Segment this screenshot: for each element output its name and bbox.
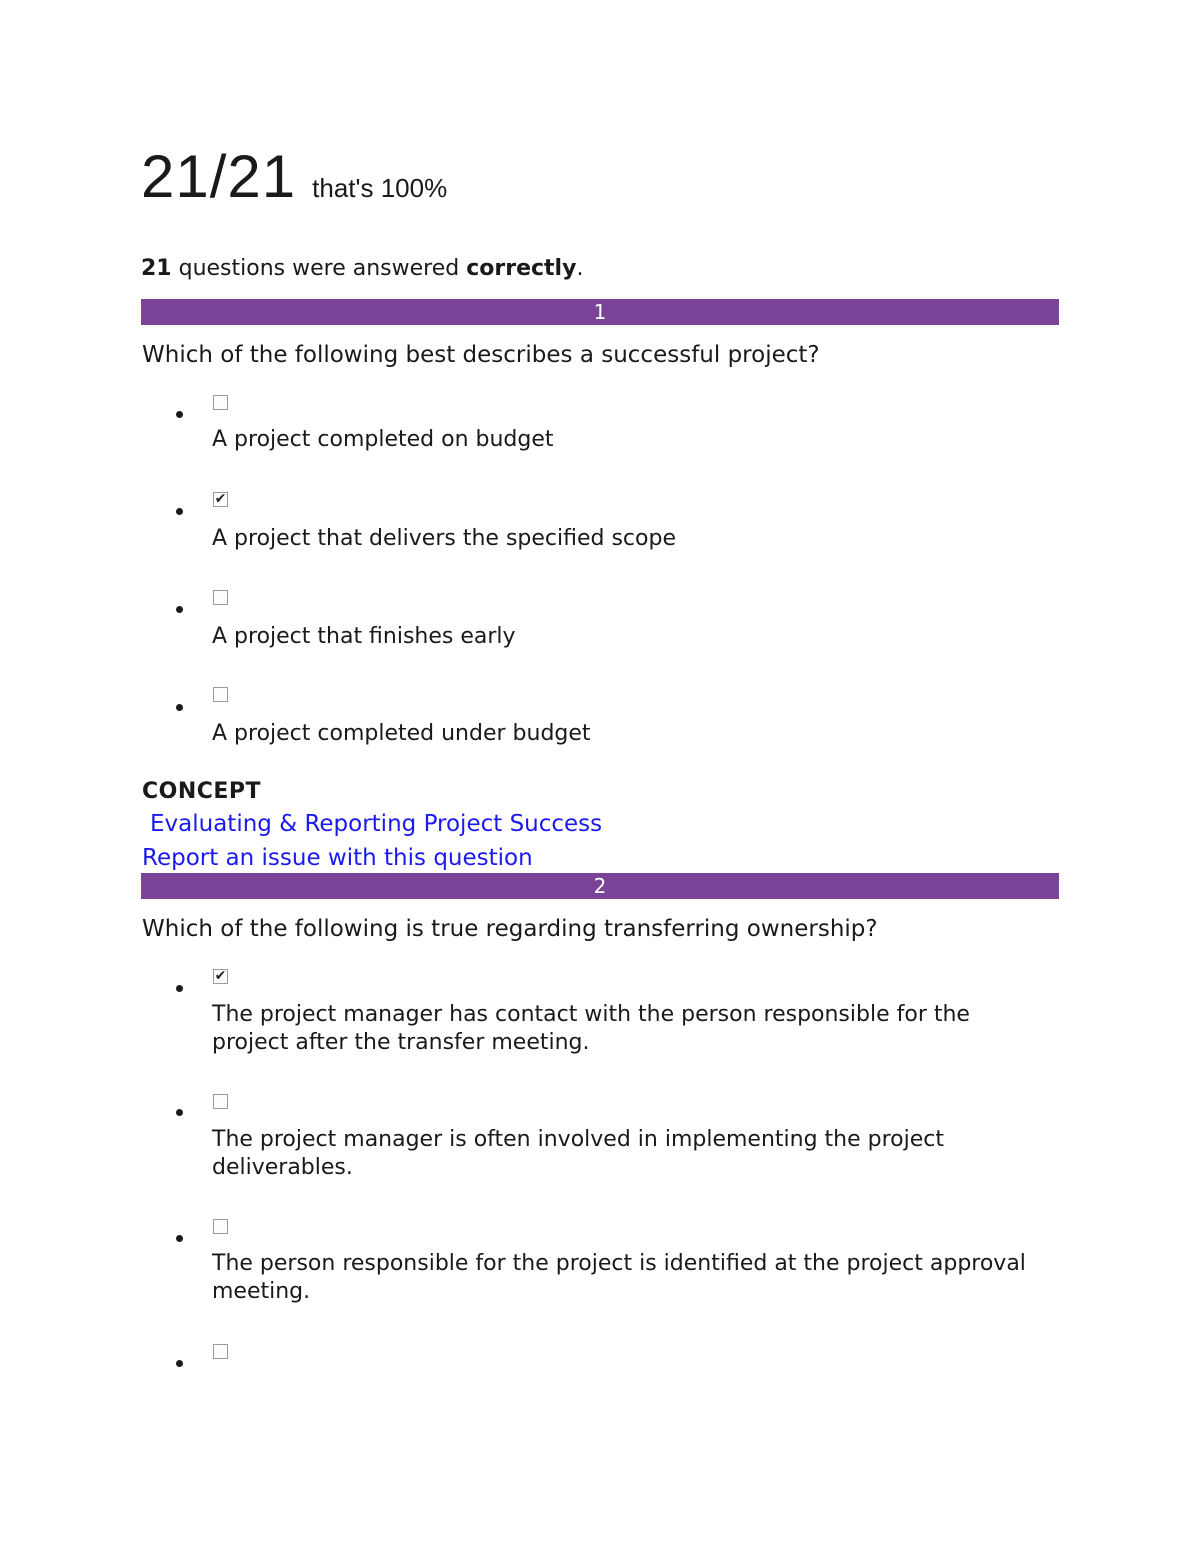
answer-option-label: A project that delivers the specified scope	[212, 526, 676, 551]
answer-option-label: A project completed under budget	[212, 721, 591, 746]
checkbox-unchecked-icon[interactable]	[213, 590, 228, 605]
bullet-icon	[176, 1235, 183, 1242]
bullet-icon	[176, 704, 183, 711]
bullet-icon	[176, 1109, 183, 1116]
concept-link[interactable]: Evaluating & Reporting Project Success	[150, 811, 603, 837]
summary-emphasis: correctly	[466, 256, 577, 281]
concept-label: CONCEPT	[142, 779, 262, 804]
answer-option-label: A project that finishes early	[212, 624, 516, 649]
report-issue-link[interactable]: Report an issue with this question	[142, 845, 533, 871]
bullet-icon	[176, 1360, 183, 1367]
question-text: Which of the following best describes a successful project?	[142, 342, 820, 368]
question-number-bar: 1	[141, 299, 1059, 325]
score-fraction: 21/21	[141, 143, 297, 210]
correct-count: 21	[141, 256, 172, 281]
checkbox-unchecked-icon[interactable]	[213, 395, 228, 410]
bullet-icon	[176, 985, 183, 992]
answer-option-label: A project completed on budget	[212, 427, 554, 452]
score-header	[141, 142, 447, 211]
checkbox-unchecked-icon[interactable]	[213, 687, 228, 702]
checkbox-checked-icon[interactable]: ✔	[214, 968, 227, 984]
checkbox-unchecked-icon[interactable]	[213, 1344, 228, 1359]
question-number-bar: 2	[141, 873, 1059, 899]
summary-middle-text: questions were answered	[171, 256, 467, 281]
question-text: Which of the following is true regarding transferring ownership?	[142, 916, 878, 942]
checkbox-unchecked-icon[interactable]	[213, 1219, 228, 1234]
summary-end: .	[576, 256, 584, 281]
bullet-icon	[176, 508, 183, 515]
bullet-icon	[176, 411, 183, 418]
answer-option-label: The person responsible for the project is identified at the project approval meeting.	[212, 1251, 1026, 1304]
answer-option-label: The project manager has contact with the person responsible for the project after the transfer meeting.	[212, 1002, 970, 1055]
score-percent: that's 100%	[312, 173, 448, 203]
answer-option-label: The project manager is often involved in implementing the project deliverables.	[212, 1127, 944, 1180]
checkbox-unchecked-icon[interactable]	[213, 1094, 228, 1109]
results-summary	[141, 256, 583, 281]
bullet-icon	[176, 606, 183, 613]
checkbox-checked-icon[interactable]: ✔	[214, 491, 227, 507]
